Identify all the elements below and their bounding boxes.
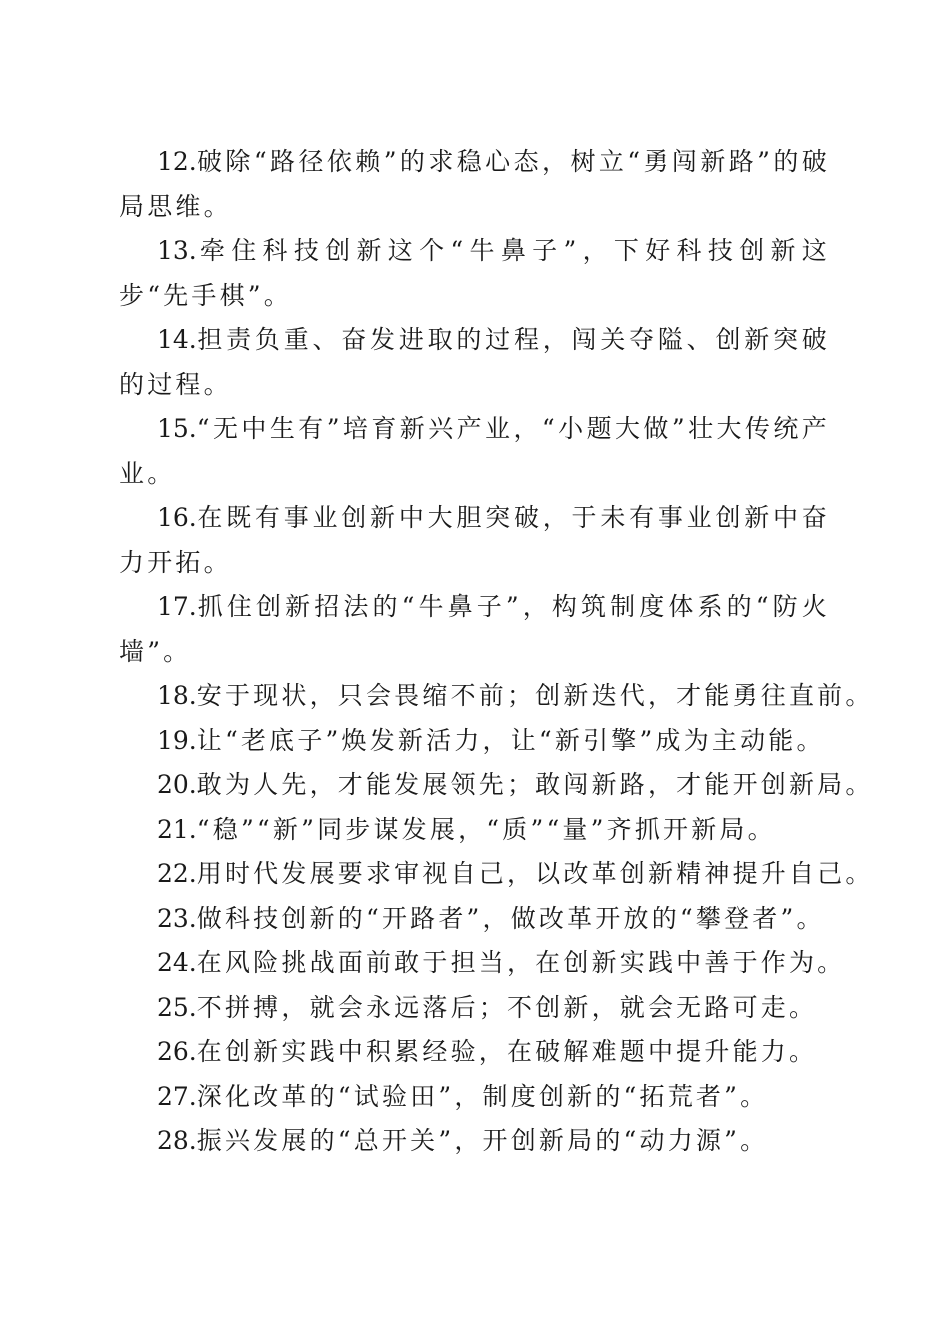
item-number: 24. (157, 948, 197, 977)
list-item-17 (119, 585, 830, 674)
item-text: 安于现状，只会畏缩不前；创新迭代，才能勇往直前。 (196, 681, 874, 710)
item-number: 14. (157, 325, 197, 354)
item-text: 让“老底子”焕发新活力，让“新引擎”成为主动能。 (196, 725, 825, 755)
item-text: “无中生有”培育新兴产业，“小题大做”壮大传统产业。 (119, 414, 830, 488)
list-item-19 (119, 719, 830, 764)
item-number: 23. (157, 903, 197, 933)
list-item-28 (119, 1119, 830, 1164)
item-text: 破除“路径依赖”的求稳心态，树立“勇闯新路”的破局思维。 (119, 147, 830, 221)
item-number: 18. (157, 681, 197, 710)
list-item-18 (119, 674, 874, 719)
item-number: 22. (157, 859, 197, 888)
list-item-15 (119, 407, 830, 496)
item-number: 25. (157, 992, 197, 1022)
item-number: 26. (157, 1037, 197, 1066)
item-number: 15. (157, 414, 197, 443)
list-item-20 (119, 763, 874, 808)
item-number: 28. (157, 1126, 197, 1155)
list-item-16 (119, 496, 830, 585)
list-item-14 (119, 318, 830, 407)
document-body (119, 140, 874, 1164)
item-text: “稳”“新”同步谋发展，“质”“量”齐抓开新局。 (196, 814, 776, 844)
item-number: 27. (157, 1081, 197, 1111)
item-number: 13. (157, 236, 197, 265)
list-item-21 (119, 808, 830, 853)
list-item-24 (119, 941, 846, 986)
item-number: 19. (157, 725, 197, 755)
item-text: 不拼搏，就会永远落后；不创新，就会无路可走。 (196, 992, 818, 1022)
item-text: 抓住创新招法的“牛鼻子”，构筑制度体系的“防火墙”。 (119, 592, 830, 666)
item-number: 16. (157, 503, 197, 532)
item-text: 牵住科技创新这个“牛鼻子”，下好科技创新这步“先手棋”。 (119, 236, 830, 310)
item-number: 21. (157, 814, 197, 844)
item-text: 担责负重、奋发进取的过程，闯关夺隘、创新突破的过程。 (119, 325, 830, 399)
list-item-23 (119, 897, 830, 942)
item-text: 用时代发展要求审视自己，以改革创新精神提升自己。 (196, 859, 874, 888)
item-text: 在创新实践中积累经验，在破解难题中提升能力。 (196, 1037, 818, 1066)
list-item-26 (119, 1030, 830, 1075)
item-text: 在既有事业创新中大胆突破，于未有事业创新中奋力开拓。 (119, 503, 830, 577)
item-text: 深化改革的“试验田”，制度创新的“拓荒者”。 (196, 1081, 769, 1111)
item-text: 振兴发展的“总开关”，开创新局的“动力源”。 (196, 1126, 769, 1155)
list-item-25 (119, 986, 830, 1031)
list-item-22 (119, 852, 874, 897)
item-text: 敢为人先，才能发展领先；敢闯新路，才能开创新局。 (196, 770, 874, 799)
item-number: 12. (157, 147, 197, 176)
item-text: 做科技创新的“开路者”，做改革开放的“攀登者”。 (196, 903, 825, 933)
list-item-12 (119, 140, 830, 229)
list-item-27 (119, 1075, 830, 1120)
item-number: 20. (157, 770, 197, 799)
list-item-13 (119, 229, 830, 318)
item-number: 17. (157, 592, 197, 621)
item-text: 在风险挑战面前敢于担当，在创新实践中善于作为。 (196, 948, 846, 977)
